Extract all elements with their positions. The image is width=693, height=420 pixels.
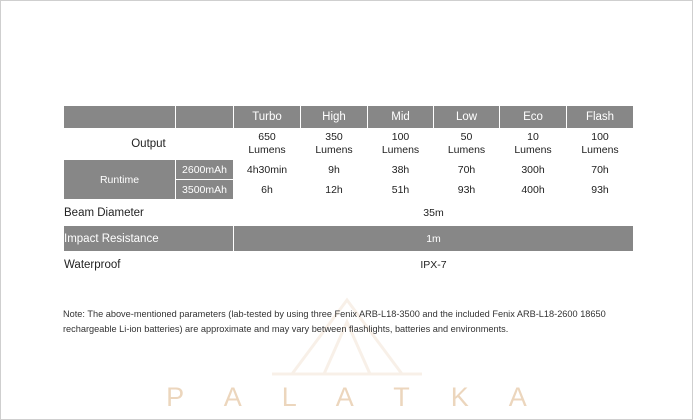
output-eco xyxy=(500,129,567,160)
runtime-2600-turbo: 4h30min xyxy=(234,160,301,180)
output-high-value: 350 xyxy=(325,130,343,143)
output-flash-value: 100 xyxy=(591,130,609,143)
table-row-impact-resistance xyxy=(64,226,634,252)
runtime-2600-eco: 300h xyxy=(500,160,567,180)
runtime-2600-mid: 38h xyxy=(368,160,434,180)
table-row-output xyxy=(64,129,634,160)
output-eco-unit: Lumens xyxy=(514,144,552,156)
runtime-3500-mid: 51h xyxy=(368,180,434,200)
output-turbo-value: 650 xyxy=(258,130,276,143)
table-header-row xyxy=(64,106,634,129)
watermark-text: P A L A T K A xyxy=(166,382,544,412)
output-mid xyxy=(368,129,434,160)
output-low-unit: Lumens xyxy=(447,144,486,156)
runtime-3500-flash: 93h xyxy=(567,180,634,200)
header-mode-turbo: Turbo xyxy=(234,106,301,129)
impact-resistance-value: 1m xyxy=(234,226,634,252)
battery-label-2600: 2600mAh xyxy=(176,160,234,180)
row-label-output: Output xyxy=(64,129,234,160)
waterproof-value: IPX-7 xyxy=(234,252,634,278)
output-turbo-unit: Lumens xyxy=(248,144,286,156)
row-label-beam-diameter: Beam Diameter xyxy=(64,200,234,226)
battery-label-3500: 3500mAh xyxy=(176,180,234,200)
header-mode-mid: Mid xyxy=(368,106,434,129)
row-label-impact-resistance: Impact Resistance xyxy=(64,226,234,252)
runtime-2600-flash: 70h xyxy=(567,160,634,180)
header-blank-cell-2 xyxy=(176,106,234,129)
output-low xyxy=(434,129,500,160)
header-mode-low: Low xyxy=(434,106,500,129)
runtime-2600-low: 70h xyxy=(434,160,500,180)
runtime-3500-low: 93h xyxy=(434,180,500,200)
output-mid-unit: Lumens xyxy=(381,144,420,156)
specifications-table xyxy=(63,105,634,278)
beam-diameter-value: 35m xyxy=(234,200,634,226)
output-eco-value: 10 xyxy=(527,130,539,143)
runtime-3500-turbo: 6h xyxy=(234,180,301,200)
row-label-waterproof: Waterproof xyxy=(64,252,234,278)
header-blank-cell xyxy=(64,106,176,129)
header-mode-flash: Flash xyxy=(567,106,634,129)
table-row-runtime-2600 xyxy=(64,160,634,180)
output-mid-value: 100 xyxy=(391,130,410,143)
output-turbo xyxy=(234,129,301,160)
table-row-beam-diameter xyxy=(64,200,634,226)
output-flash-unit: Lumens xyxy=(581,144,619,156)
output-high xyxy=(301,129,368,160)
footnote: Note: The above-mentioned parameters (lab-tested by using three Fenix ARB-L18-3500 and the included Fenix ARB-L18-2600 18650 rechargeable Li-ion batteries) are approximate and may vary between flashlights, batteries and environments. xyxy=(63,309,606,335)
header-mode-high: High xyxy=(301,106,368,129)
runtime-3500-high: 12h xyxy=(301,180,368,200)
watermark xyxy=(1,279,692,419)
row-label-runtime: Runtime xyxy=(64,160,176,200)
output-low-value: 50 xyxy=(460,130,473,143)
header-mode-eco: Eco xyxy=(500,106,567,129)
table-row-waterproof xyxy=(64,252,634,278)
runtime-3500-eco: 400h xyxy=(500,180,567,200)
output-high-unit: Lumens xyxy=(315,144,353,156)
output-flash xyxy=(567,129,634,160)
runtime-2600-high: 9h xyxy=(301,160,368,180)
